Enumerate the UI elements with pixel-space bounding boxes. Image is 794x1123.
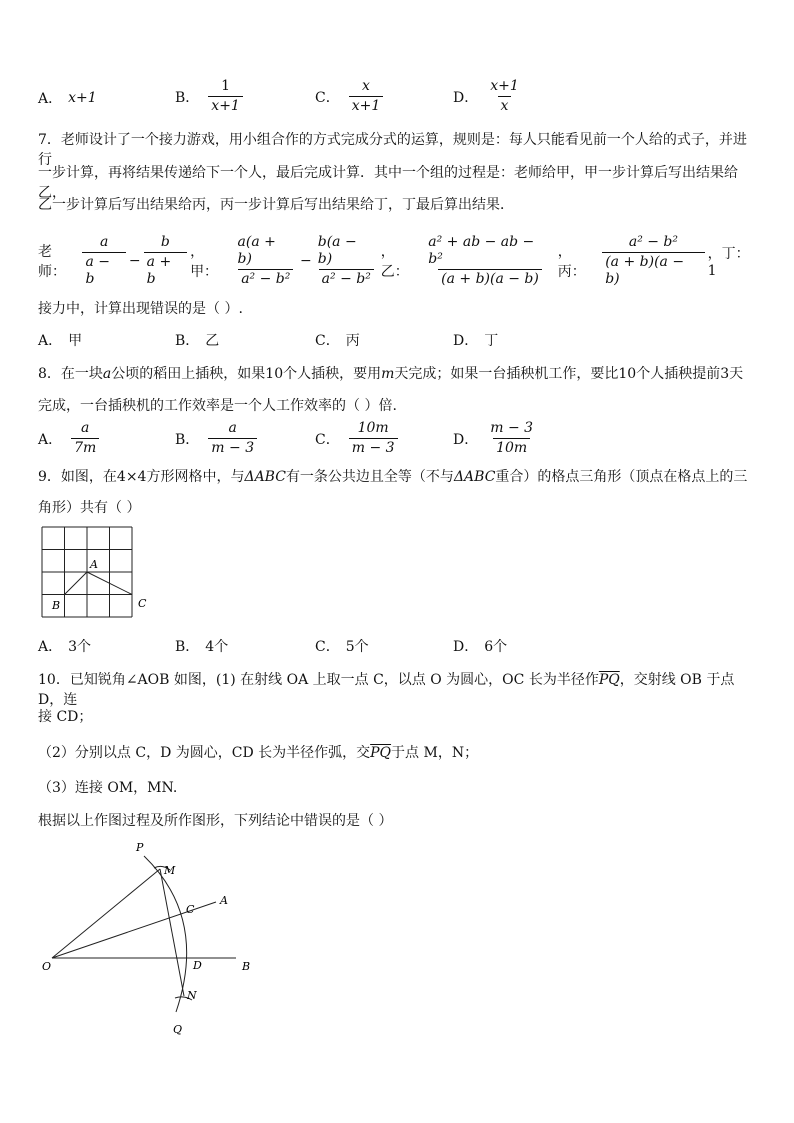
numerator: a [100, 234, 109, 250]
triangle-abc: ΔABC [244, 469, 286, 485]
q10-construction-figure [36, 838, 266, 1043]
option-letter: A． [38, 639, 63, 655]
q10-text-2: ，交射线 OB 于点 D，连 [38, 672, 735, 708]
numerator: b [160, 234, 170, 250]
fraction [71, 420, 99, 457]
option-letter: B． [175, 639, 200, 655]
option-letter: C． [315, 639, 340, 655]
segment-mn [160, 869, 184, 996]
option-text: 5个 [345, 639, 369, 655]
q8-line-2: 完成，一台插秧机的工作效率是一个人工作效率的（ ）倍. [38, 398, 397, 414]
fraction [144, 234, 187, 288]
denominator: 10m [493, 438, 530, 457]
label-a: A [220, 894, 228, 907]
q7-option-c[interactable] [315, 330, 360, 350]
option-letter: A． [38, 91, 63, 107]
fraction [235, 234, 297, 288]
fraction [315, 234, 378, 288]
numerator: x+1 [490, 78, 519, 94]
fraction [82, 234, 125, 288]
q10-line-3 [38, 743, 756, 763]
q7-relay-expressions [38, 234, 758, 288]
option-letter: C． [315, 431, 340, 448]
numerator: a² − b² [628, 234, 679, 250]
q10-text-4: 于点 M，N； [391, 745, 479, 761]
denominator: x+1 [349, 96, 384, 115]
q8-text-1: 8．在一块 [38, 366, 103, 382]
option-letter: B． [175, 333, 200, 349]
ding-label: ，丁：1 [707, 246, 750, 279]
fraction [208, 420, 257, 457]
q10-line-1 [38, 670, 756, 710]
q8-line-1 [38, 364, 756, 384]
option-letter: A． [38, 431, 63, 448]
label-p: P [136, 841, 144, 854]
bing-label: ，丙： [557, 244, 586, 280]
option-letter: B． [175, 89, 200, 106]
q8-option-c[interactable] [315, 420, 401, 457]
q8-text-2: 公顷的稻田上插秧，如果10个人插秧，要用 [111, 366, 382, 382]
option-expression: x+1 [68, 90, 97, 106]
denominator: a² − b² [238, 269, 293, 288]
numerator: a² + ab − ab − b² [428, 234, 535, 267]
q7-line-2: 一步计算，再将结果传递给下一个人，最后完成计算．其中一个组的过程是：老师给甲，甲一步计算后写出结果给乙， [38, 165, 738, 201]
fraction [602, 234, 704, 288]
variable-a: a [102, 366, 112, 382]
arc-pq: $\overline{PQ}$ [598, 672, 620, 688]
denominator: (a + b)(a − b) [602, 252, 704, 288]
option-text: 乙 [205, 333, 220, 349]
option-letter: D． [453, 89, 479, 106]
denominator: (a + b)(a − b) [438, 269, 542, 288]
numerator: a [81, 420, 90, 436]
option-text: 丙 [345, 333, 360, 349]
denominator: 7m [71, 438, 99, 457]
option-letter: A． [38, 333, 63, 349]
triangle-abc-sides [65, 572, 133, 595]
q10-text-3: （2）分别以点 C，D 为圆心，CD 长为半径作弧，交 [38, 745, 371, 761]
denominator: m − 3 [208, 438, 257, 457]
q10-line-2: 接 CD； [38, 709, 93, 725]
denominator: m − 3 [349, 438, 398, 457]
fraction [425, 234, 554, 288]
numerator: b(a − b) [317, 234, 357, 267]
q9-option-d[interactable] [453, 636, 507, 656]
q8-option-d[interactable] [453, 420, 539, 457]
q9-grid-figure [36, 525, 156, 625]
minus-sign: − [128, 253, 141, 269]
fraction [487, 420, 536, 457]
denominator: x [498, 96, 512, 115]
option-letter: D． [453, 431, 479, 448]
q7-line-3: 乙一步计算后写出结果给丙，丙一步计算后写出结果给丁，丁最后算出结果． [38, 197, 514, 213]
q9-line-2: 角形）共有（ ） [38, 500, 141, 516]
fraction [349, 78, 384, 115]
q7-question: 接力中，计算出现错误的是（ ）. [38, 301, 243, 317]
q9-line-1 [38, 467, 756, 487]
triangle-abc: ΔABC [453, 469, 496, 485]
q8-text-3: 天完成；如果一台插秧机工作，要比10个人插秧提前3天 [394, 366, 744, 382]
numerator: 10m [357, 420, 389, 436]
option-text: 甲 [68, 333, 83, 349]
jia-label: ，甲： [190, 244, 219, 280]
option-text: 4个 [205, 639, 229, 655]
q9-option-c[interactable] [315, 636, 369, 656]
numerator: m − 3 [490, 420, 534, 436]
label-b: B [52, 599, 61, 612]
numerator: a [228, 420, 237, 436]
option-letter: D． [453, 639, 479, 655]
q6-option-c[interactable] [315, 78, 386, 115]
yi-label: ，乙： [380, 244, 409, 280]
q10-line-4: （3）连接 OM，MN. [38, 780, 178, 796]
denominator: a² − b² [319, 269, 374, 288]
label-q: Q [173, 1023, 183, 1036]
q9-option-a[interactable] [38, 636, 91, 656]
q9-option-b[interactable] [175, 636, 228, 656]
label-n: N [187, 989, 197, 1002]
fraction [487, 78, 522, 115]
fraction [208, 78, 243, 115]
option-text: 3个 [68, 639, 92, 655]
option-text: 丁 [484, 333, 499, 349]
q7-line-1: 7．老师设计了一个接力游戏，用小组合作的方式完成分式的运算，规则是：每人只能看见前一个人给的式子，并进行 [38, 132, 747, 168]
option-letter: C． [315, 333, 340, 349]
label-o: O [42, 960, 52, 973]
option-text: 6个 [484, 639, 508, 655]
label-m: M [164, 864, 176, 877]
numerator: a(a + b) [237, 234, 276, 267]
label-a: A [90, 558, 98, 571]
arc-pq-curve [144, 856, 187, 1012]
q9-text-2: 有一条公共边且全等（不与 [285, 469, 454, 485]
q8-option-b[interactable] [175, 420, 260, 457]
label-d: D [193, 959, 202, 972]
option-letter: B． [175, 431, 200, 448]
q6-option-b[interactable] [175, 78, 246, 115]
q7-option-d[interactable] [453, 330, 498, 350]
teacher-label: 老师： [38, 244, 66, 280]
minus-sign: − [300, 253, 312, 269]
denominator: a − b [82, 252, 125, 288]
denominator: x+1 [208, 96, 243, 115]
arc-pq: $\overline{PQ}$ [370, 745, 392, 761]
fraction [349, 420, 398, 457]
label-c: C [138, 597, 147, 610]
label-c: C [186, 903, 195, 916]
q8-option-a[interactable] [38, 420, 102, 457]
q7-option-b[interactable] [175, 330, 219, 350]
q9-text-3: 重合）的格点三角形（顶点在格点上的三 [495, 469, 748, 485]
q9-text-1: 9．如图，在4×4方形网格中，与 [38, 469, 245, 485]
numerator: 1 [221, 78, 231, 94]
q6-options [38, 78, 758, 118]
denominator: a + b [144, 252, 187, 288]
segment-om [52, 869, 160, 958]
q6-option-d[interactable] [453, 78, 525, 115]
q10-text-1: 10．已知锐角∠AOB 如图，(1) 在射线 OA 上取一点 C，以点 O 为圆心，OC 长为半径作 [38, 672, 599, 688]
option-letter: D． [453, 333, 479, 349]
option-letter: C． [315, 89, 340, 106]
q6-option-a[interactable] [38, 88, 97, 108]
numerator: x [362, 78, 370, 94]
q7-option-a[interactable] [38, 330, 82, 350]
label-b: B [242, 960, 251, 973]
q10-line-5: 根据以上作图过程及所作图形，下列结论中错误的是（ ） [38, 813, 393, 829]
variable-m: m [381, 366, 395, 382]
